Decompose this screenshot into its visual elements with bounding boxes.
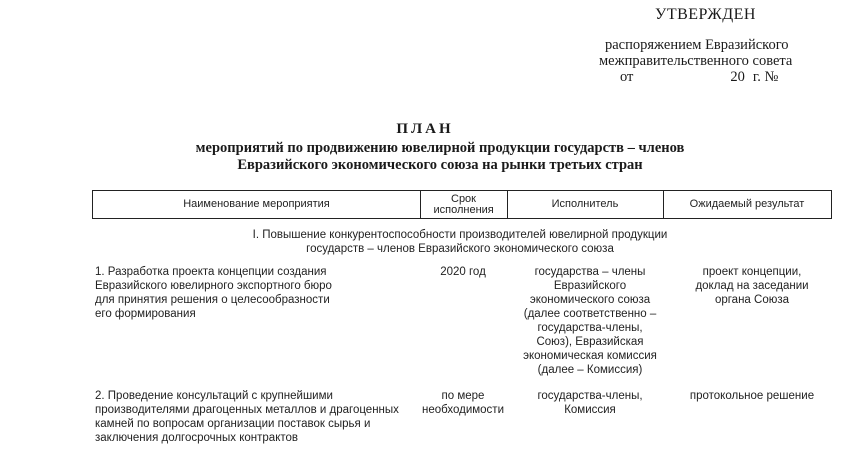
date-prefix: от — [620, 69, 634, 85]
approval-line-1: распоряжением Евразийского — [605, 37, 789, 53]
row-2-name: 2. Проведение консультаций с крупнейшими производителями драгоценных металлов и драгоценных камней по вопросам организации поставок сырья и заключения долгосрочных контрактов — [95, 390, 399, 444]
header-result: Ожидаемый результат — [689, 198, 805, 210]
table-header — [92, 190, 832, 219]
row-1-executor: государства – члены Евразийского экономического союза (далее соответственно – государства-члены, Союз), Евразийская экономическая комиссия (далее – Комиссия) — [523, 266, 657, 376]
date-year: 20 — [730, 69, 745, 85]
plan-subtitle-line-1: мероприятий по продвижению ювелирной продукции государств – членов — [195, 140, 685, 156]
approved-stamp-title: УТВЕРЖДЕН — [655, 6, 756, 23]
plan-subtitle-line-2: Евразийского экономического союза на рынки третьих стран — [237, 157, 643, 173]
row-2-executor: государства-члены, Комиссия — [537, 390, 643, 416]
row-2-term: по мере необходимости — [422, 390, 504, 416]
header-term — [420, 191, 508, 218]
row-2-result: протокольное решение — [689, 390, 815, 402]
section-title: I. Повышение конкурентоспособности производителей ювелирной продукции государств – членов Евразийского экономического союза — [252, 229, 668, 255]
plan-title: ПЛАН — [396, 121, 454, 137]
header-executor: Исполнитель — [507, 191, 664, 218]
row-1-result: проект концепции, доклад на заседании органа Союза — [695, 266, 809, 306]
approval-line-2: межправительственного совета — [599, 53, 793, 69]
header-name: Наименование мероприятия — [93, 191, 421, 218]
date-number: г. № — [752, 69, 779, 85]
row-1-term: 2020 год — [440, 266, 486, 278]
row-1-name: 1. Разработка проекта концепции создания Евразийского ювелирного экспортного бюро для принятия решения о целесообразности его формирования — [95, 266, 332, 320]
approval-block — [0, 0, 850, 90]
approval-date-line — [620, 69, 778, 86]
header-term-label: Срок исполнения — [433, 192, 494, 216]
